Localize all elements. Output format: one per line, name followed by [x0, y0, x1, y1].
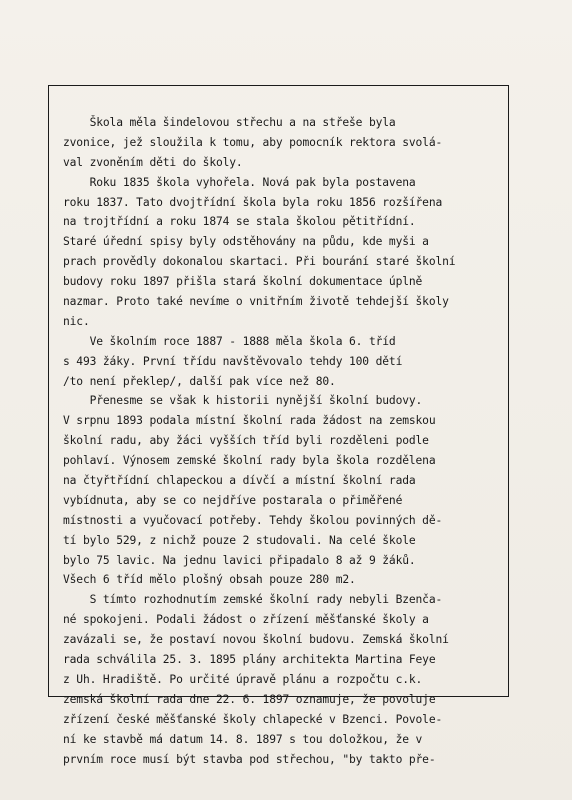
- text-line: pohlaví. Výnosem zemské školní rady byla škola rozdělena: [63, 454, 436, 468]
- text-line: zvonice, jež sloužila k tomu, aby pomocník rektora svolá-: [63, 135, 443, 149]
- text-line: Roku 1835 škola vyhořela. Nová pak byla postavena: [63, 175, 416, 189]
- text-line: S tímto rozhodnutím zemské školní rady nebyli Bzenča-: [63, 593, 443, 607]
- text-line: roku 1837. Tato dvojtřídní škola byla roku 1856 rozšířena: [63, 195, 443, 209]
- text-line: místnosti a vyučovací potřeby. Tehdy školou povinných dě-: [63, 513, 443, 527]
- text-line: Staré úřední spisy byly odstěhovány na půdu, kde myši a: [63, 235, 429, 249]
- text-line: /to není překlep/, další pak více než 80.: [63, 374, 336, 388]
- text-line: na trojtřídní a roku 1874 se stala školou pětitřídní.: [63, 215, 416, 229]
- text-line: zřízení české měšťanské školy chlapecké v Bzenci. Povole-: [63, 712, 443, 726]
- text-line: na čtyřtřídní chlapeckou a dívčí a místní školní rada: [63, 474, 416, 488]
- text-line: budovy roku 1897 přišla stará školní dokumentace úplně: [63, 275, 423, 289]
- text-line: Všech 6 tříd mělo plošný obsah pouze 280 m2.: [63, 573, 356, 587]
- text-line: zavázali se, že postaví novou školní budovu. Zemská školní: [63, 633, 449, 647]
- text-line: prach provědly dokonalou skartaci. Při bourání staré školní: [63, 255, 456, 269]
- text-line: z Uh. Hradiště. Po určité úpravě plánu a rozpočtu c.k.: [63, 672, 423, 686]
- text-line: prvním roce musí být stavba pod střechou, "by takto pře-: [63, 752, 436, 766]
- text-line: s 493 žáky. První třídu navštěvovalo tehdy 100 dětí: [63, 354, 403, 368]
- text-line: val zvoněním děti do školy.: [63, 155, 243, 169]
- text-line: bylo 75 lavic. Na jednu lavici připadalo 8 až 9 žáků.: [63, 553, 416, 567]
- text-line: nic.: [63, 314, 90, 328]
- text-line: zemská školní rada dne 22. 6. 1897 oznamuje, že povoluje: [63, 692, 436, 706]
- text-line: Škola měla šindelovou střechu a na střeše byla: [63, 116, 396, 129]
- text-line: nazmar. Proto také nevíme o vnitřním životě tehdejší školy: [63, 295, 449, 309]
- text-line: V srpnu 1893 podala místní školní rada žádost na zemskou: [63, 414, 436, 428]
- text-line: rada schválila 25. 3. 1895 plány architekta Martina Feye: [63, 653, 436, 667]
- text-line: né spokojeni. Podali žádost o zřízení měšťanské školy a: [63, 613, 429, 627]
- text-line: Ve školním roce 1887 - 1888 měla škola 6. tříd: [63, 334, 396, 348]
- document-text-block: [63, 113, 503, 769]
- text-line: ní ke stavbě má datum 14. 8. 1897 s tou doložkou, že v: [63, 732, 423, 746]
- text-line: tí bylo 529, z nichž pouze 2 studovali. Na celé škole: [63, 533, 416, 547]
- text-line: vybídnuta, aby se co nejdříve postarala o přiměřené: [63, 493, 403, 507]
- text-line: Přenesme se však k historii nynější školní budovy.: [63, 394, 423, 408]
- text-line: školní radu, aby žáci vyšších tříd byli rozděleni podle: [63, 434, 429, 448]
